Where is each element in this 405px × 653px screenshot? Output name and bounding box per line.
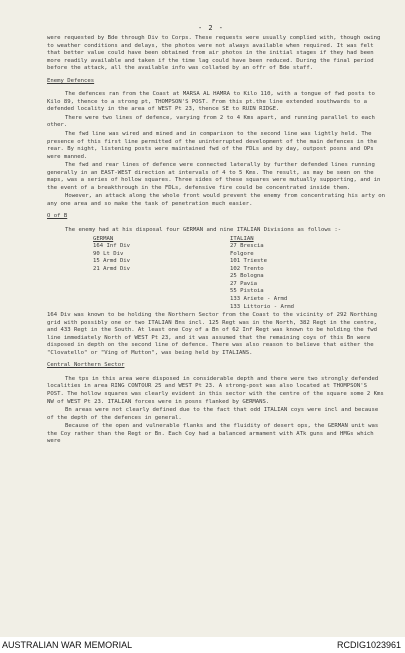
ob-paragraph: 164 Div was known to be holding the Northern Sector from the Coast to the vicinity of 292 Northing grid with possibly one or two ITALIAN Bns incl. 125 Regt was in the North, 382 Regt in the centre, and 433 Regt in the South. At least one Coy of a Bn of 62 Inf Regt was known to be holding the fwd line immediately North of WEST Pt 23, and it was assumed that the remaining coys of this Bn were disposed in depth on the second line of defence. There was also reason to believe that either the "Clovatello" or "Ving of Mutton", was being held by ITALIANS. — [47, 312, 381, 356]
divisions-table — [47, 236, 387, 311]
archive-name: AUSTRALIAN WAR MEMORIAL — [2, 640, 133, 650]
italian-column — [188, 236, 387, 311]
central-sector-paragraph: Because of the open and vulnerable flanks and the fluidity of desert ops, the GERMAN unit was the Coy rather than the Regt or Bn. Each Coy had a balanced armament with ATk guns and HMGs which were — [47, 423, 382, 445]
german-division: 21 Armd Div — [93, 265, 131, 272]
italian-division: 101 Trieste — [230, 258, 268, 265]
ob-intro: The enemy had at his disposal four GERMAN and nine ITALIAN Divisions as follows :- — [65, 227, 342, 234]
italian-division: 133 Littorio - Armd — [230, 303, 294, 310]
page-number: - 2 - — [197, 24, 225, 32]
enemy-defences-heading: Enemy Defences — [47, 77, 95, 84]
central-sector-paragraph: Bn areas were not clearly defined due to the fact that odd ITALIAN coys were incl and because of the depth of the defences in general. — [47, 407, 382, 421]
enemy-defences-paragraph: The fwd and rear lines of defence were connected laterally by further defended lines running generally in an EAST-WEST direction at intervals of 4 to 5 Kms. The result, as may be seen on the maps, was a series of hollow squares. Three sides of these squares were mutually supporting, and in the event of a breakthrough in the FDLs, defensive fire could be concentrated inside them. — [47, 162, 384, 191]
german-division: 164 Inf Div — [93, 243, 131, 250]
italian-division: Folgore — [230, 250, 254, 257]
italian-heading: ITALIAN — [230, 235, 254, 242]
typed-sheet — [37, 22, 389, 634]
ob-heading: O of B — [47, 213, 68, 220]
enemy-defences-paragraph: The defences ran from the Coast at MARSA AL HAMRA to Kilo 110, with a tongue of fwd posts to Kilo 89, thence to a strong pt, THOMPSON'S POST. From this pt.the line extended southwards to a defended locality in the area of WEST Pt 23, thence SE to RUIN RIDGE. — [47, 91, 379, 113]
italian-division: 102 Trento — [230, 265, 264, 272]
german-division: 90 Lt Div — [93, 250, 124, 257]
intro-paragraph: were requested by Bde through Div to Corps. These requests were usually complied with, though owing to weather conditions and delays, the photos were not always available when required. It was felt that better value could have been obtained from air photos in the initial stages if they had been more readily available and taken if the time lag could have been reduced. During the final period before the attack, all the available info was collated by an offr of Bde staff. — [47, 35, 384, 72]
document-body — [47, 35, 387, 447]
german-heading: GERMAN — [93, 235, 114, 242]
central-sector-paragraph: The tps in this area were disposed in considerable depth and there were two strongly defended localities in area RING CONTOUR 25 and WEST Pt 23. A strong-post was also located at THOMPSON'S POST. The hollow squares was clearly evident in this sector with the centre of the square some 2 Kms NW of WEST Pt 23. ITALIAN forces were in posns flanked by GERMANS. — [47, 375, 388, 405]
german-division: 15 Armd Div — [93, 258, 131, 265]
italian-division: 55 Pistoia — [230, 288, 264, 295]
german-column — [47, 236, 188, 311]
italian-division: 27 Pavia — [230, 280, 257, 287]
central-sector-heading: Central Northern Sector — [47, 362, 125, 369]
enemy-defences-paragraph: The fwd line was wired and mined and in comparison to the second line was lightly held. The presence of this first line permitted of the uninterrupted development of the main defences in the rear. By night, listening posts were maintained fwd of the FDLs and by day, outpost posns and OPs were manned. — [47, 131, 381, 160]
italian-division: 25 Bologna — [230, 273, 264, 280]
enemy-defences-paragraph: However, an attack along the whole front would prevent the enemy from concentrating his arty on any one area and so make the task of penetration much easier. — [47, 193, 389, 207]
italian-division: 133 Ariete - Armd — [230, 295, 288, 302]
enemy-defences-paragraph: There were two lines of defence, varying from 2 to 4 Kms apart, and running parallel to each other. — [47, 114, 379, 129]
archive-footer — [0, 637, 405, 653]
italian-division: 27 Brescia — [230, 243, 264, 250]
record-id: RCDIG1023961 — [336, 640, 401, 650]
